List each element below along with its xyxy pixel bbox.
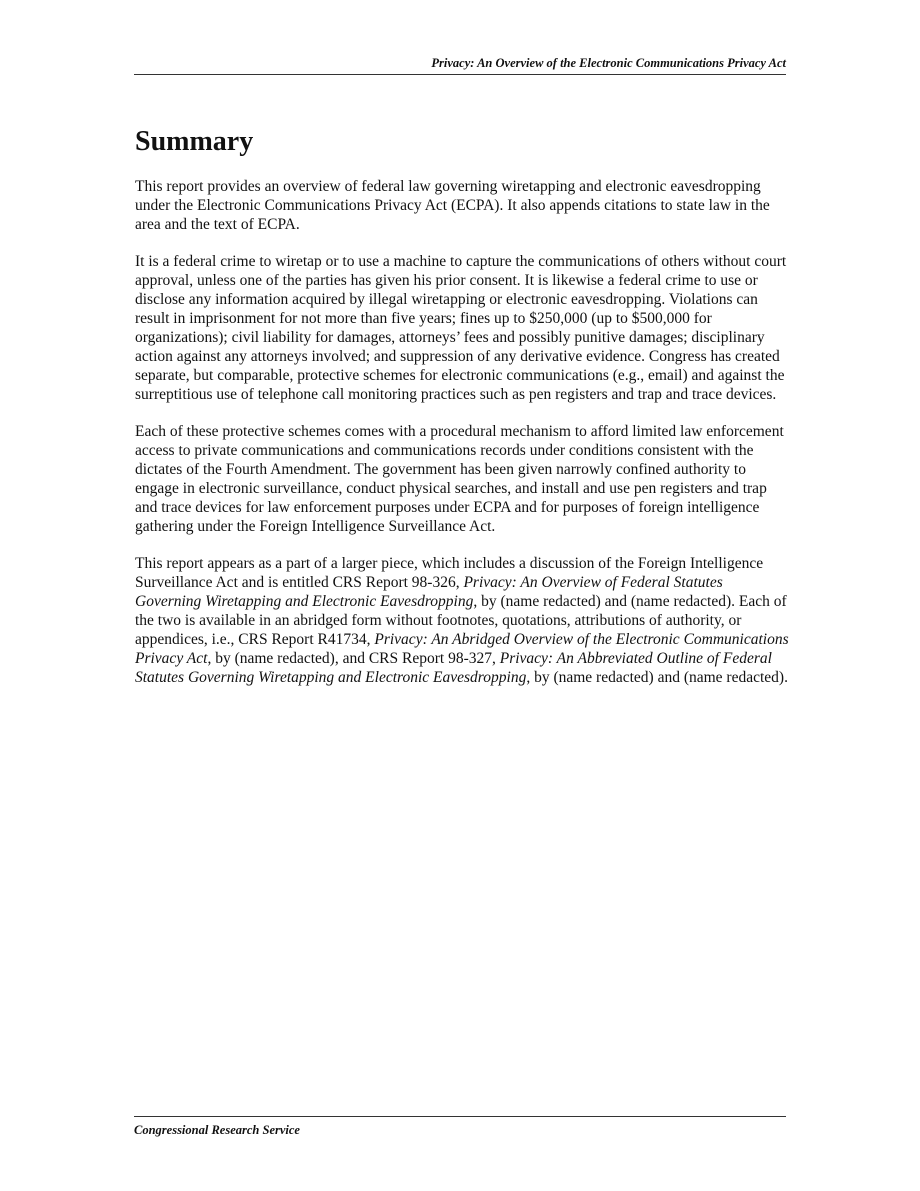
paragraph-3: Each of these protective schemes comes with a procedural mechanism to afford limited law enforcement access to private communications and communications records under conditions consistent with the dictates of the Fourth Amendment. The government has been given narrowly confined authority to engage in electronic surveillance, conduct physical searches, and install and use pen registers and trap and trace devices for law enforcement purposes under ECPA and for purposes of foreign intelligence gathering under the Foreign Intelligence Surveillance Act.	[135, 423, 784, 535]
running-footer: Congressional Research Service	[134, 1116, 786, 1138]
paragraph-4-text-2: , by (name redacted) and (name redacted). Each of the two is available in an abridged form without footnotes, quotations, attributions of authority, or appendices, i.e., CRS Report R41734,	[135, 593, 787, 648]
report-title-r41734: Privacy: An Abridged Overview of the Electronic Communications Privacy Act	[135, 631, 789, 667]
report-title-98-327: Privacy: An Abbreviated Outline of Federal Statutes Governing Wiretapping and Electronic Eavesdropping	[135, 650, 772, 686]
paragraph-4-text-1: This report appears as a part of a larger piece, which includes a discussion of the Foreign Intelligence Surveillance Act and is entitled CRS Report 98-326,	[135, 555, 764, 591]
paragraph-4	[135, 554, 791, 687]
running-header: Privacy: An Overview of the Electronic Communications Privacy Act	[134, 55, 786, 75]
paragraph-1: This report provides an overview of federal law governing wiretapping and electronic eavesdropping under the Electronic Communications Privacy Act (ECPA). It also appends citations to state law in the area and the text of ECPA.	[135, 178, 770, 233]
paragraph-2: It is a federal crime to wiretap or to use a machine to capture the communications of others without court approval, unless one of the parties has given his prior consent. It is likewise a federal crime to use or disclose any information acquired by illegal wiretapping or electronic eavesdropping. Violations can result in imprisonment for not more than five years; fines up to $250,000 (up to $500,000 for organizations); civil liability for damages, attorneys’ fees and possibly punitive damages; disciplinary action against any attorneys involved; and suppression of any derivative evidence. Congress has created separate, but comparable, protective schemes for electronic communications (e.g., email) and against the surreptitious use of telephone call monitoring practices such as pen registers and trap and trace devices.	[135, 253, 787, 403]
paragraph-4-text-4: , by (name redacted) and (name redacted).	[526, 669, 788, 686]
summary-body	[135, 177, 791, 705]
report-title-98-326: Privacy: An Overview of Federal Statutes Governing Wiretapping and Electronic Eavesdropping	[135, 574, 723, 610]
page-title: Summary	[135, 126, 254, 157]
paragraph-4-text-3: , by (name redacted), and CRS Report 98-327,	[207, 650, 500, 667]
